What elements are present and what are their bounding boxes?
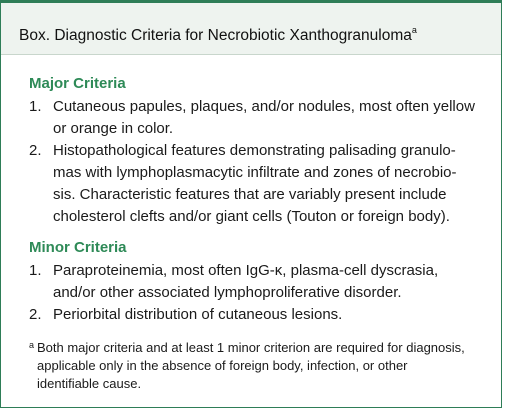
box-title-text: Box. Diagnostic Criteria for Necrobiotic Xanthogranuloma <box>19 27 412 44</box>
minor-criteria-heading: Minor Criteria <box>29 239 127 256</box>
item-number: 1. <box>29 98 42 115</box>
footnote-line: Both major criteria and at least 1 minor criterion are required for diagnosis, <box>37 340 465 355</box>
box-title <box>19 27 417 45</box>
item-line: and/or other associated lymphoproliferative disorder. <box>53 284 402 301</box>
item-line: Cutaneous papules, plaques, and/or nodules, most often yellow <box>53 98 475 115</box>
item-line: Paraproteinemia, most often IgG-κ, plasma-cell dyscrasia, <box>53 262 439 279</box>
item-number: 2. <box>29 142 42 159</box>
item-number: 1. <box>29 262 42 279</box>
item-line: Histopathological features demonstrating palisading granulo- <box>53 142 456 159</box>
major-criteria-heading: Major Criteria <box>29 75 126 92</box>
item-line: or orange in color. <box>53 120 174 137</box>
item-line: Periorbital distribution of cutaneous lesions. <box>53 306 343 323</box>
footnote-text <box>37 339 497 393</box>
footnote-line: applicable only in the absence of foreign body, infection, or other <box>37 358 408 373</box>
box-title-bar <box>1 3 501 55</box>
title-footnote-mark: a <box>411 25 417 35</box>
footnote-mark: a <box>29 340 35 350</box>
footnote-line: identifiable cause. <box>37 376 142 391</box>
item-line: sis. Characteristic features that are variably present include <box>53 186 447 203</box>
item-text <box>53 96 493 140</box>
item-text <box>53 304 493 326</box>
item-line: mas with lymphoplasmacytic infiltrate and zones of necrobio- <box>53 164 457 181</box>
item-number: 2. <box>29 306 42 323</box>
item-text <box>53 260 493 304</box>
item-line: cholesterol clefts and/or giant cells (Touton or foreign body). <box>53 208 450 225</box>
item-text <box>53 140 493 228</box>
